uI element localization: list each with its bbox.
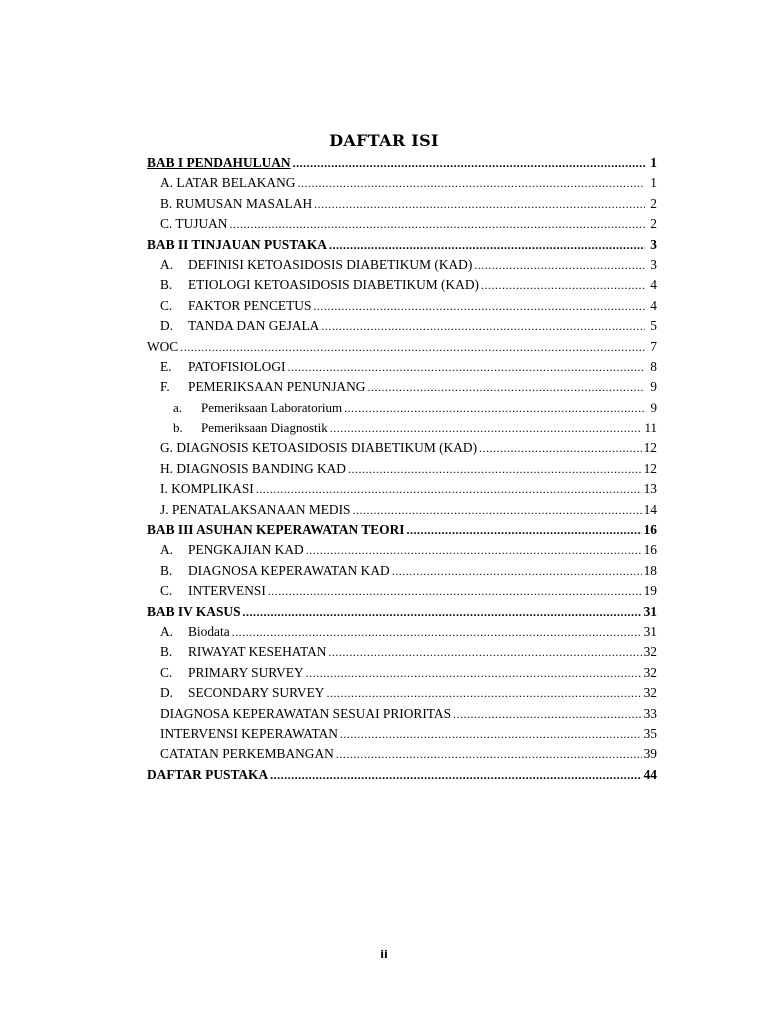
toc-entry-label: BAB II TINJAUAN PUSTAKA <box>147 236 327 252</box>
toc-entry-page: 2 <box>650 216 657 232</box>
toc-entry-label: CATATAN PERKEMBANGAN <box>160 746 334 762</box>
dot-leader <box>367 377 645 397</box>
toc-entry-page: 31 <box>643 623 657 639</box>
toc-entry[interactable] <box>147 418 657 438</box>
toc-entry-label: PRIMARY SURVEY <box>188 664 304 680</box>
toc-entry-number: A. <box>160 542 174 558</box>
dot-leader <box>287 357 645 377</box>
toc-entry-page: 16 <box>643 542 657 558</box>
toc-entry[interactable] <box>147 398 657 418</box>
toc-entry-label: G. DIAGNOSIS KETOASIDOSIS DIABETIKUM (KAD) <box>160 440 478 456</box>
dot-leader <box>340 724 642 744</box>
toc-entry-label: DIAGNOSA KEPERAWATAN KAD <box>188 562 390 578</box>
toc-entry-number: E. <box>160 358 172 374</box>
dot-leader <box>270 765 641 785</box>
toc-entry-page: 9 <box>650 379 657 395</box>
toc-entry[interactable] <box>147 194 657 214</box>
dot-leader <box>328 642 641 662</box>
toc-entry-label: Pemeriksaan Diagnostik <box>201 420 328 436</box>
dot-leader <box>306 663 642 683</box>
toc-entry-number: D. <box>160 318 174 334</box>
dot-leader <box>268 581 642 601</box>
toc-entry-page: 8 <box>650 358 657 374</box>
dot-leader <box>329 235 645 255</box>
dot-leader <box>256 479 642 499</box>
dot-leader <box>392 561 642 581</box>
toc-entry-page: 11 <box>644 420 657 436</box>
toc-entry-page: 4 <box>650 277 657 293</box>
dot-leader <box>297 173 645 193</box>
toc-entry-page: 7 <box>650 338 657 354</box>
toc-entry-page: 33 <box>643 705 657 721</box>
toc-entry-page: 44 <box>643 766 657 782</box>
table-of-contents <box>147 153 657 785</box>
toc-entry-label: Biodata <box>188 623 230 639</box>
toc-entry[interactable] <box>147 235 657 255</box>
toc-entry-label: INTERVENSI KEPERAWATAN <box>160 725 338 741</box>
toc-entry[interactable] <box>147 214 657 234</box>
toc-entry-number: a. <box>173 399 183 415</box>
toc-entry-page: 32 <box>643 664 657 680</box>
toc-entry[interactable] <box>147 173 657 193</box>
toc-entry-label: PEMERIKSAAN PENUNJANG <box>188 379 366 395</box>
toc-entry[interactable] <box>147 459 657 479</box>
toc-entry-label: DIAGNOSA KEPERAWATAN SESUAI PRIORITAS <box>160 705 452 721</box>
toc-entry[interactable] <box>147 622 657 642</box>
toc-entry-label: RIWAYAT KESEHATAN <box>188 644 327 660</box>
toc-entry-number: C. <box>160 297 173 313</box>
toc-entry-page: 32 <box>643 644 657 660</box>
toc-entry[interactable] <box>147 316 657 336</box>
toc-entry-page: 1 <box>650 155 657 170</box>
toc-entry-label: A. LATAR BELAKANG <box>160 175 296 191</box>
dot-leader <box>474 255 645 275</box>
toc-entry-page: 1 <box>650 175 657 191</box>
toc-entry[interactable] <box>147 683 657 703</box>
dot-leader <box>336 744 642 764</box>
toc-entry-label: PENGKAJIAN KAD <box>188 542 304 558</box>
toc-entry-label: DAFTAR PUSTAKA <box>147 766 269 782</box>
dot-leader <box>313 296 645 316</box>
toc-entry[interactable] <box>147 642 657 662</box>
toc-entry-label: ETIOLOGI KETOASIDOSIS DIABETIKUM (KAD) <box>188 277 479 293</box>
toc-entry-page: 5 <box>650 318 657 334</box>
toc-entry-label: C. TUJUAN <box>160 216 228 232</box>
toc-entry-page: 3 <box>650 236 657 252</box>
toc-entry-page: 12 <box>643 460 657 476</box>
toc-entry[interactable] <box>147 561 657 581</box>
toc-entry-label: SECONDARY SURVEY <box>188 685 325 701</box>
toc-entry-number: B. <box>160 277 173 293</box>
toc-entry[interactable] <box>147 275 657 295</box>
toc-entry-label: BAB I PENDAHULUAN <box>147 155 291 170</box>
dot-leader <box>306 540 642 560</box>
toc-entry-page: 9 <box>650 399 657 415</box>
page-title: DAFTAR ISI <box>329 131 439 150</box>
toc-entry-page: 31 <box>643 603 657 619</box>
page-number: ii <box>380 948 388 961</box>
toc-entry-label: BAB III ASUHAN KEPERAWATAN TEORI <box>147 522 405 538</box>
toc-entry[interactable] <box>147 765 657 785</box>
toc-entry[interactable] <box>147 479 657 499</box>
dot-leader <box>180 337 645 357</box>
toc-entry[interactable] <box>147 724 657 744</box>
toc-entry[interactable] <box>147 704 657 724</box>
toc-entry-label: INTERVENSI <box>188 583 266 599</box>
dot-leader <box>229 214 645 234</box>
toc-entry[interactable] <box>147 296 657 316</box>
toc-entry-label: J. PENATALAKSANAAN MEDIS <box>160 501 351 517</box>
dot-leader <box>348 459 642 479</box>
toc-entry-label: I. KOMPLIKASI <box>160 481 254 497</box>
toc-entry-page: 18 <box>643 562 657 578</box>
toc-entry[interactable] <box>147 500 657 520</box>
toc-entry[interactable] <box>147 602 657 622</box>
toc-entry-label: B. RUMUSAN MASALAH <box>160 195 313 211</box>
toc-entry[interactable] <box>147 520 657 540</box>
toc-entry[interactable] <box>147 540 657 560</box>
dot-leader <box>326 683 641 703</box>
dot-leader <box>481 275 645 295</box>
toc-entry[interactable] <box>147 438 657 458</box>
toc-entry-page: 3 <box>650 256 657 272</box>
toc-entry[interactable] <box>147 153 657 173</box>
toc-entry-number: b. <box>173 420 183 436</box>
toc-entry[interactable] <box>147 337 657 357</box>
toc-entry-label: TANDA DAN GEJALA <box>188 318 320 334</box>
dot-leader <box>321 316 645 336</box>
dot-leader <box>330 418 643 438</box>
toc-entry-label: H. DIAGNOSIS BANDING KAD <box>160 460 346 476</box>
toc-entry-page: 12 <box>643 440 657 456</box>
toc-entry[interactable] <box>147 377 657 397</box>
toc-entry-label: DEFINISI KETOASIDOSIS DIABETIKUM (KAD) <box>188 256 473 272</box>
dot-leader <box>232 622 642 642</box>
toc-entry-page: 16 <box>643 522 657 538</box>
dot-leader <box>406 520 641 540</box>
toc-entry-page: 35 <box>643 725 657 741</box>
toc-entry-page: 32 <box>643 685 657 701</box>
toc-entry-number: A. <box>160 623 174 639</box>
toc-entry-label: WOC <box>147 338 179 354</box>
toc-entry-label: Pemeriksaan Laboratorium <box>201 399 343 415</box>
toc-entry-label: BAB IV KASUS <box>147 603 241 619</box>
toc-entry[interactable] <box>147 255 657 275</box>
toc-entry-number: D. <box>160 685 174 701</box>
dot-leader <box>314 194 645 214</box>
dot-leader <box>293 153 645 173</box>
toc-entry-number: C. <box>160 583 173 599</box>
toc-entry-page: 13 <box>643 481 657 497</box>
toc-entry-page: 4 <box>650 297 657 313</box>
toc-entry-number: C. <box>160 664 173 680</box>
dot-leader <box>243 602 642 622</box>
toc-entry-page: 19 <box>643 583 657 599</box>
toc-entry[interactable] <box>147 581 657 601</box>
toc-entry-number: B. <box>160 644 173 660</box>
toc-entry-number: B. <box>160 562 173 578</box>
dot-leader <box>344 398 645 418</box>
toc-entry-page: 39 <box>643 746 657 762</box>
toc-entry[interactable] <box>147 357 657 377</box>
toc-entry-label: PATOFISIOLOGI <box>188 358 286 374</box>
dot-leader <box>453 704 642 724</box>
dot-leader <box>353 500 642 520</box>
toc-entry-page: 2 <box>650 195 657 211</box>
toc-entry-label: FAKTOR PENCETUS <box>188 297 312 313</box>
dot-leader <box>479 438 642 458</box>
toc-entry[interactable] <box>147 663 657 683</box>
toc-entry-number: F. <box>160 379 170 395</box>
toc-entry-page: 14 <box>643 501 657 517</box>
toc-entry[interactable] <box>147 744 657 764</box>
toc-entry-number: A. <box>160 256 174 272</box>
